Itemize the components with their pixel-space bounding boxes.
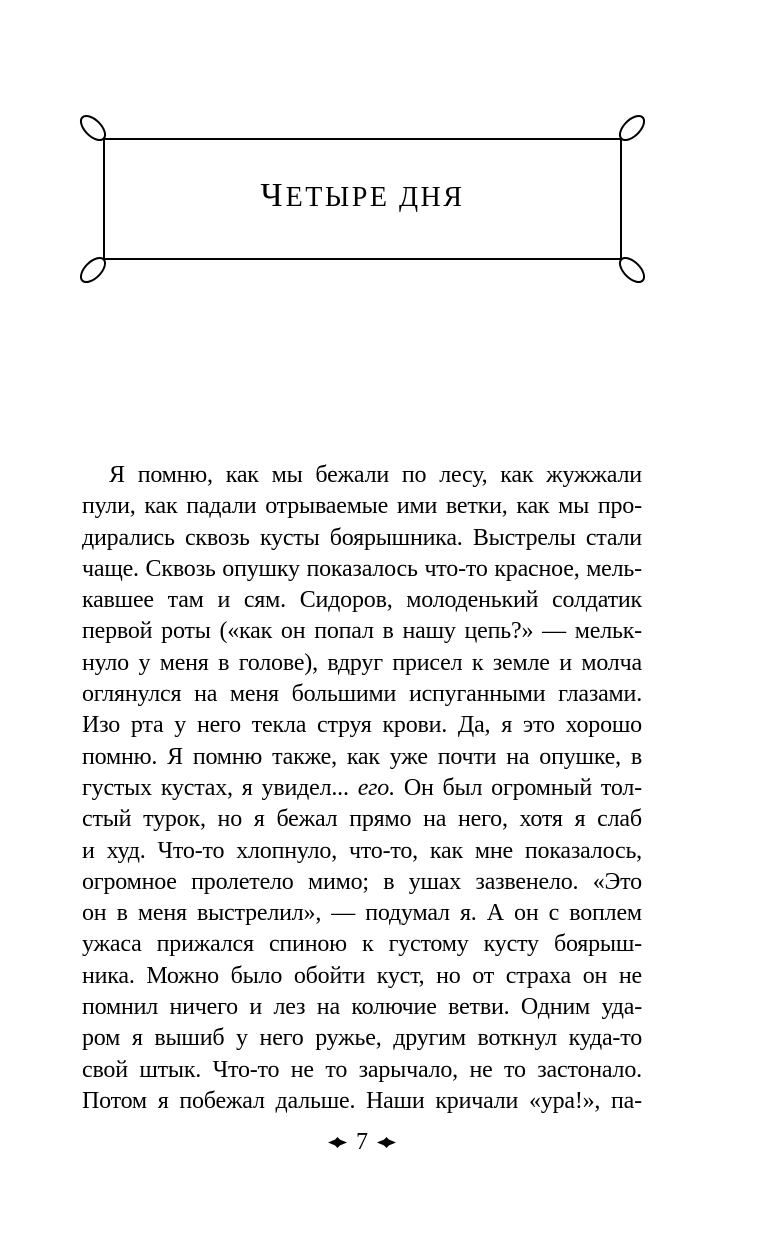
text-line: он в меня выстрелил», — подумал я. А он с воплем — [82, 900, 642, 927]
text-line: густых кустах, я увидел... его. Он был огромный тол- — [82, 774, 642, 801]
text-line: помнил ничего и лез на колючие ветви. Одним уда- — [82, 994, 642, 1021]
text-line: первой роты («как он попал в нашу цепь?» — мельк- — [82, 618, 642, 645]
text-line: чаще. Сквозь опушку показалось что-то красное, мель- — [82, 555, 642, 582]
text-line: свой штык. Что-то не то зарычало, не то застонало. — [82, 1056, 642, 1083]
text-line: и худ. Что-то хлопнуло, что-то, как мне показалось, — [82, 837, 642, 864]
text-line: дирались сквозь кусты боярышника. Выстрелы стали — [82, 524, 642, 551]
text-line: огромное пролетело мимо; в ушах зазвенело. «Это — [82, 868, 642, 895]
text-line: нуло у меня в голове), вдруг присел к земле и молча — [82, 649, 642, 676]
text-line: ром я вышиб у него ружье, другим воткнул куда-то — [82, 1025, 642, 1052]
diamond-ornament-icon — [377, 1137, 396, 1148]
text-line: оглянулся на меня большими испуганными глазами. — [82, 681, 642, 708]
page-footer — [82, 1129, 642, 1156]
text-line: стый турок, но я бежал прямо на него, хотя я слаб — [82, 806, 642, 833]
diamond-ornament-icon — [328, 1137, 347, 1148]
text-line: кавшее там и сям. Сидоров, молоденький солдатик — [82, 587, 642, 614]
page-number: 7 — [356, 1129, 368, 1155]
text-line: Я помню, как мы бежали по лесу, как жужжали — [109, 462, 642, 488]
body-text — [82, 460, 642, 1117]
text-line: Потом я побежал дальше. Наши кричали «ура!», па- — [82, 1087, 642, 1114]
text-line: ужаса прижался спиною к густому кусту боярыш- — [82, 931, 642, 958]
text-line: Изо рта у него текла струя крови. Да, я это хорошо — [82, 712, 642, 739]
text-line: помню. Я помню также, как уже почти на опушке, в — [82, 743, 642, 770]
chapter-title: ЧЕТЫРЕ ДНЯ — [260, 177, 465, 214]
text-line: пули, как падали отрываемые ими ветки, как мы про- — [82, 493, 642, 520]
text-line: ника. Можно было обойти куст, но от страха он не — [82, 962, 642, 989]
